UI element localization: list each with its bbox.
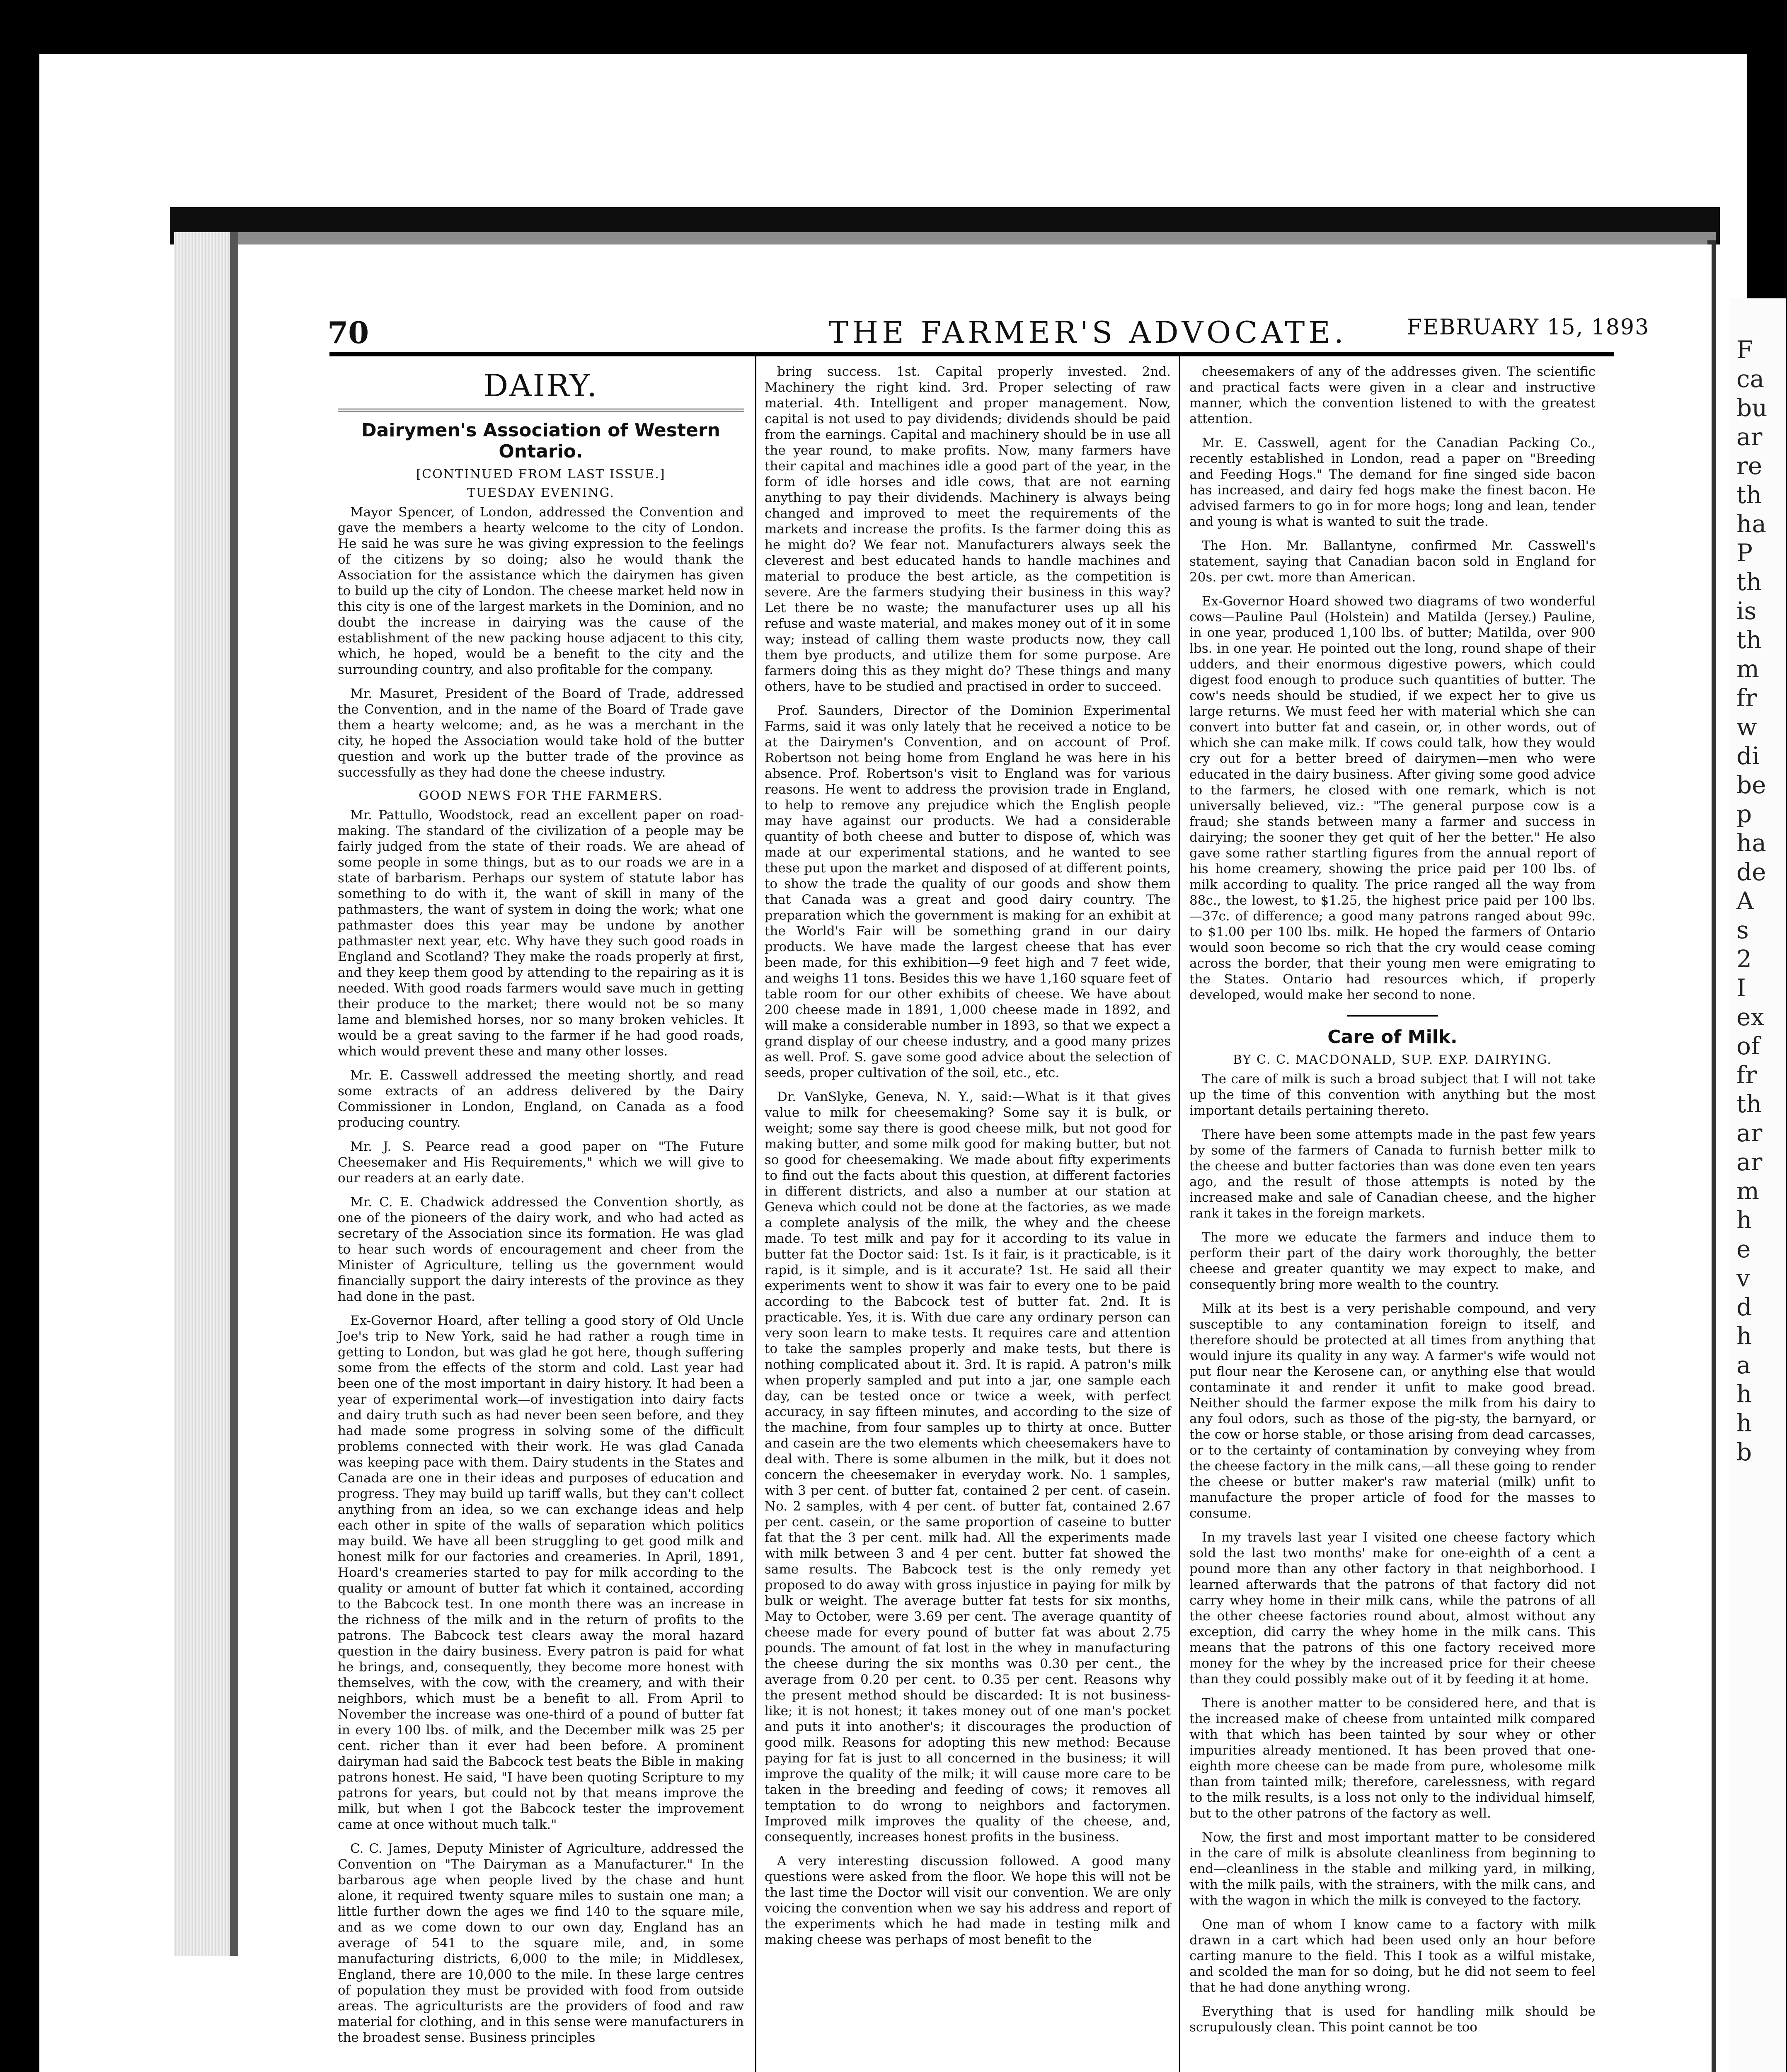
paragraph: Mr. J. S. Pearce read a good paper on "The Future Cheesemaker and His Requirements," which we will give to our readers at an early date. [338,1139,744,1186]
facing-page-fragment: ca [1736,365,1765,393]
session-heading: TUESDAY EVENING. [467,486,615,500]
facing-page-fragment: h [1736,1322,1752,1350]
facing-page-fragment: 2 [1736,945,1752,973]
paragraph-group [338,807,744,2045]
paragraph: The more we educate the farmers and induce them to perform their part of the dairy work thoroughly, the better cheese and greater quantity we may expect to make, and consequently bring more wealth to the country. [1189,1230,1596,1292]
paragraph: Prof. Saunders, Director of the Dominion Experimental Farms, said it was only lately that he received a notice to be at the Dairymen's Convention, and on account of Prof. Robertson not being home from England he was here in his absence. Prof. Robertson's visit to England was for various reasons. He went to address the provision trade in England, to help to remove any prejudice which the English people may have against our products. We had a considerable quantity of both cheese and butter to dispose of, which was made at our experimental stations, and he wanted to see these put upon the market and disposed of at different points, to show the trade the quality of our goods and show them that Canada was a great and good dairy country. The preparation which the government is making for an exhibit at the World's Fair will be something grand in our dairy products. We have made the largest cheese that has ever been made, for this exhibition—9 feet high and 7 feet wide, and weighs 11 tons. Besides this we have 1,160 square feet of table room for our other exhibits of cheese. We have about 200 cheese made in 1891, 1,000 cheese made in 1892, and will make a considerable number in 1893, so that we expect a grand display of our cheese industry, and a good many prizes as well. Prof. S. gave some good advice about the selection of seeds, proper cultivation of the soil, etc., etc. [765,703,1171,1080]
paragraph: Dr. VanSlyke, Geneva, N. Y., said:—What is it that gives value to milk for cheesemaking? Some say it is bulk, or weight; some say there is good cheese milk, but not good for making butter, and some milk good for making butter, but not so good for cheesemaking. We made about fifty experiments to find out the facts about this question, at different factories in different districts, and also a number at our station at Geneva which could not be done at the factories, as we made a complete analysis of the milk, the whey and the cheese made. To test milk and pay for it according to its value in butter fat the Doctor said: 1st. Is it fair, is it practicable, is it rapid, is it simple, and is it accurate? 1st. He said all their experiments went to show it was fair to every one to be paid according to the Babcock test of butter fat. 2nd. It is practicable. Yes, it is. With due care any ordinary person can very soon learn to make tests. It requires care and attention to take the samples properly and make tests, but there is nothing complicated about it. 3rd. It is rapid. A patron's milk when properly sampled and put into a jar, one sample each day, can be tested once or twice a week, with perfect accuracy, in say fifteen minutes, and according to the size of the machine, from four samples up to thirty at once. Butter and casein are the two elements which cheesemakers have to deal with. There is some albumen in the milk, but it does not concern the cheesemaker in everyday work. No. 1 samples, with 3 per cent. of butter fat, contained 2 per cent. of casein. No. 2 samples, with 4 per cent. of butter fat, contained 2.67 per cent. casein, or the same proportion of caseine to butter fat that the 3 per cent. milk had. All the experiments made with milk between 3 and 4 per cent. butter fat showed the same results. The Babcock test is the only remedy yet proposed to do away with gross injustice in paying for milk by bulk or weight. The average butter fat tests for six months, May to October, were 3.69 per cent. The average quantity of cheese made for every pound of butter fat was about 2.75 pounds. The amount of fat lost in the whey in manufacturing the cheese during the six months was 0.30 per cent., the average from 0.20 per cent. to 0.35 per cent. Reasons why the present method should be discarded: It is not business-like; it is not honest; it takes money out of one man's pocket and puts it into another's; it discourages the production of good milk. Reasons for adopting this new method: Because paying for fat is just to all concerned in the business; it will improve the quality of the milk; it will cause more care to be taken in the breeding and feeding of cows; it removes all temptation to do wrong to neighbors and factorymen. Improved milk improves the quality of the cheese, and, consequently, increases honest profits in the business. [765,1089,1171,1844]
paragraph: bring success. 1st. Capital properly invested. 2nd. Machinery the right kind. 3rd. Proper selecting of raw material. 4th. Intelligent and proper management. Now, capital is not used to pay dividends; dividends should be paid from the earnings. Capital and machinery should be in use all the year round, to make profits. Now, many farmers have their capital and machines idle a good part of the year, in the form of idle horses and idle cows, that are not earning anything to pay their dividends. Machinery is always being changed and improved to meet the requirements of the markets and increase the profits. Is the farmer doing this as he might do? We fear not. Manufacturers always seek the cleverest and best educated hands to handle machines and material to produce the best article, as the competition is severe. Are the farmers studying their business in this way? Let there be no waste; the manufacturer uses up all his refuse and waste material, and makes money out of it in some way; instead of calling them waste products now, they call them bye products, and utilize them for some purpose. Are farmers doing this as they might do? These things and many others, have to be studied and practised in order to succeed. [765,364,1171,694]
paragraph: There have been some attempts made in the past few years by some of the farmers of Canada to furnish better milk to the cheese and butter factories than was done even ten years ago, and the result of those attempts is noted by the increased make and sale of Canadian cheese, and the higher rank it takes in the foreign markets. [1189,1127,1596,1221]
paragraph: There is another matter to be considered here, and that is the increased make of cheese from untainted milk compared with that which has been tainted by sour whey or other impurities already mentioned. It has been proved that one-eighth more cheese can be made from pure, wholesome milk than from tainted milk; therefore, carelessness, with regard to the milk results, is a loss not only to the individual himself, but to the other patrons of the factory as well. [1189,1696,1596,1821]
facing-page-fragment: th [1736,481,1762,509]
column-rule-1 [755,356,756,2072]
publication-title: THE FARMER'S ADVOCATE. [828,315,1347,350]
facing-page-fragment: fr [1736,1061,1757,1089]
paragraph: Mr. Masuret, President of the Board of Trade, addressed the Convention, and in the name of the Board of Trade gave them a hearty welcome; and, as he was a merchant in the city, he hoped the Association would take hold of the butter question and work up the butter trade of the province as successfully as they had done the cheese industry. [338,686,744,780]
right-column [1189,364,1596,2043]
facing-page-fragment: h [1736,1409,1752,1437]
facing-page-fragment: de [1736,858,1766,886]
section-rule [338,409,744,411]
facing-page-fragment: th [1736,1090,1762,1118]
facing-page-fragment: e [1736,1235,1751,1263]
facing-page-fragment: di [1736,742,1760,770]
facing-page-fragment: be [1736,771,1766,799]
facing-page-fragment: ex [1736,1003,1765,1031]
facing-page-fragment: ar [1736,1119,1763,1147]
paragraph: cheesemakers of any of the addresses given. The scientific and practical facts were given in a clear and instructive manner, which the convention listened to with the greatest attention. [1189,364,1596,426]
facing-page-fragment: m [1736,655,1759,683]
paragraph: A very interesting discussion followed. A good many questions were asked from the floor. We hope this will not be the last time the Doctor will visit our convention. We are only voicing the convention when we say his address and report of the experiments which he had made in testing milk and making cheese was perhaps of most benefit to the [765,1854,1171,1947]
facing-page-fragment: of [1736,1032,1760,1060]
facing-page-fragment: P [1736,539,1753,567]
continued-note: [CONTINUED FROM LAST ISSUE.] [416,467,666,482]
paragraph: Everything that is used for handling milk should be scrupulously clean. This point cannot be too [1189,2004,1596,2035]
facing-page-fragment: w [1736,713,1757,741]
facing-page-fragment: d [1736,1293,1752,1321]
facing-page-fragment: fr [1736,684,1757,712]
facing-page-fragment: m [1736,1177,1759,1205]
paragraph: The Hon. Mr. Ballantyne, confirmed Mr. Casswell's statement, saying that Canadian bacon sold in England for 20s. per cwt. more than American. [1189,538,1596,585]
paragraph: One man of whom I know came to a factory with milk drawn in a cart which had been used only an hour before carting manure to the field. This I took as a wilful mistake, and scolded the man for so doing, but he did not seem to feel that he had done anything wrong. [1189,1917,1596,1995]
header-rule [329,352,1614,356]
book-top-edge [216,232,1716,244]
facing-page-fragment: ha [1736,829,1766,857]
facing-page-fragment: h [1736,1380,1752,1408]
section-title: DAIRY. [483,368,598,404]
facing-page-fragment: s [1736,916,1749,944]
facing-page-fragment: A [1736,887,1754,915]
paragraph: Mr. Pattullo, Woodstock, read an excellent paper on road-making. The standard of the civilization of a people may be fairly judged from the state of their roads. We are ahead of some people in some things, but as to our roads we are in a state of barbarism. Perhaps our system of statute labor has something to do with it, the want of skill in many of the pathmasters, the want of system in doing the work; what one pathmaster does this year may be undone by another pathmaster next year, etc. Why have they such good roads in England and Scotland? They make the roads properly at first, and they keep them good by attending to the repairing as it is needed. With good roads farmers would save much in getting their produce to the market; there would not be so many lame and blemished horses, nor so many broken vehicles. It would be a great saving to the farmer if he had good roads, which would prevent these and many other losses. [338,808,744,1059]
facing-page-fragment: a [1736,1351,1751,1379]
page-stack-edge [174,232,236,1956]
article-title: Dairymen's Association of Western Ontario. [361,420,720,462]
paragraph: Ex-Governor Hoard, after telling a good story of Old Uncle Joe's trip to New York, said he had rather a rough time in getting to London, but was glad he got here, though suffering some from the effects of the storm and cold. Last year had been one of the most important in dairy history. It had been a year of experimental work—of investigation into dairy facts and dairy truth such as had never been seen before, and they had made some progress in solving some of the difficult problems connected with their work. He was glad Canada was keeping pace with them. Dairy students in the States and Canada are one in their ideas and purposes of education and progress. They may build up tariff walls, but they can't collect anything from an idea, so we can exchange ideas and help each other in spite of the walls of separation which politics may build. We have all been struggling to get good milk and honest milk for our factories and creameries. In April, 1891, Hoard's creameries started to pay for milk according to the quality or amount of butter fat which it contained, according to the Babcock test. In one month there was an increase in the richness of the milk and in the return of profits to the patrons. The Babcock test clears away the moral hazard question in the dairy business. Every patron is paid for what he brings, and, consequently, they become more honest with themselves, with the cow, with the creamery, and with their neighbors, which must be a benefit to all. From April to November the increase was one-third of a pound of butter fat in every 100 lbs. of milk, and the December milk was 25 per cent. richer than it ever had been before. A prominent dairyman had said the Babcock test beats the Bible in making patrons honest. He said, "I have been quoting Scripture to my patrons for years, but could not by that means improve the milk, but when I got the Babcock tester the improvement came at once without much talk." [338,1313,744,1832]
paragraph: Mr. E. Casswell, agent for the Canadian Packing Co., recently established in London, read a paper on "Breeding and Feeding Hogs." The demand for fine singed side bacon has increased, and dairy fed hogs make the finest bacon. He advised farmers to go in for more hogs; long and lean, tender and young is what is wanted to suit the trade. [1189,436,1596,529]
middle-column [765,364,1171,1956]
page-number: 70 [327,315,369,350]
facing-page-fragment: ar [1736,1148,1763,1176]
paragraph: Now, the first and most important matter to be considered in the care of milk is absolute cleanliness from beginning to end—cleanliness in the stable and milking yard, in milking, with the milk pails, with the strainers, with the milk cans, and with the wagon in which the milk is conveyed to the factory. [1189,1830,1596,1908]
byline: BY C. C. MACDONALD, SUP. EXP. DAIRYING. [1233,1053,1552,1067]
dairy-column [338,364,744,2054]
paragraph: Ex-Governor Hoard showed two diagrams of two wonderful cows—Pauline Paul (Holstein) and Matilda (Jersey.) Pauline, in one year, produced 1,100 lbs. of butter; Matilda, over 900 lbs. in one year. He pointed out the long, round shape of their udders, and their enormous digestive powers, which could digest food enough to produce such quantities of butter. The cow's needs should be studied, if we expect her to give us large returns. We must feed her with material which she can convert into butter fat and casein, or, in other words, out of which she can make milk. If cows could talk, how they would cry out for a better breed of dairymen—men who were educated in the dairy business. After giving some good advice to the farmers, he closed with one remark, which is not universally believed, viz.: "The general purpose cow is a fraud; she stands between many a farmer and success in dairying; the sooner they get quit of her the better." He also gave some rather startling figures from the annual report of his home creamery, showing the price paid per 100 lbs. of milk according to quality. The price ranged all the way from 88c., the lowest, to $1.25, the highest price paid per 100 lbs.—37c. of difference; a good many patrons ranged about 99c. to $1.00 per 100 lbs. milk. He hoped the farmers of Ontario would soon become so rich that the cry would cease coming across the border, that their young men were emigrating to the States. Ontario had resources which, if properly developed, would make her second to none. [1189,594,1596,1002]
article-title: Care of Milk. [1327,1026,1458,1048]
facing-page-fragment: ha [1736,510,1766,538]
facing-page-fragment: ar [1736,423,1763,451]
paragraph: The care of milk is such a broad subject that I will not take up the time of this convention with anything but the most important details pertaining thereto. [1189,1072,1596,1118]
column-rule-2 [1179,356,1180,2072]
issue-date: FEBRUARY 15, 1893 [1407,315,1650,340]
facing-page-fragment: v [1736,1264,1750,1292]
facing-page-fragment: h [1736,1206,1752,1234]
facing-page-fragment: I [1736,974,1746,1002]
paragraph: C. C. James, Deputy Minister of Agriculture, addressed the Convention on "The Dairyman as a Manufacturer." In the barbarous age when people lived by the chase and hunt alone, it required twenty square miles to sustain one man; a little further down the ages we find 140 to the square mile, and as we come down to our own day, England has an average of 541 to the square mile, and, in some manufacturing districts, 6,000 to the mile; in Middlesex, England, there are 10,000 to the mile. In these large centres of population they must be provided with food from outside areas. The agriculturists are the providers of food and raw material for clothing, and in this sense were manufacturers in the broadest sense. Business principles [338,1841,744,2045]
facing-page-fragment: re [1736,452,1763,480]
facing-page-fragment: p [1736,800,1752,828]
article-divider [1347,1015,1438,1017]
paragraph: Mayor Spencer, of London, addressed the Convention and gave the members a hearty welcome to the city of London. He said he was sure he was giving expression to the feelings of the citizens by so doing; also he would thank the Association for the assistance which the dairymen has given to build up the city of London. The cheese market held now in this city is one of the largest markets in the Dominion, and no doubt the increase in dairying was the cause of the establishment of the new packing house adjacent to this city, which, he hoped, would be a benefit to the city and the surrounding country, and also profitable for the company. [338,505,744,677]
paragraph: In my travels last year I visited one cheese factory which sold the last two months' make for one-eighth of a cent a pound more than any other factory in that neighborhood. I learned afterwards that the patrons of that factory did not carry whey home in their milk cans, while the patrons of all the other cheese factories round about, almost without any exception, did carry the whey home in the milk cans. This means that the patrons of this one factory received more money for the whey by the increased price for their cheese than they could possibly make out of it by feeding it at home. [1189,1530,1596,1687]
facing-page-fragment: bu [1736,394,1768,422]
subheading: GOOD NEWS FOR THE FARMERS. [419,789,663,803]
newspaper-page [238,244,1712,2072]
paragraph: Mr. E. Casswell addressed the meeting shortly, and read some extracts of an address delivered by the Dairy Commissioner in London, England, on Canada as a food producing country. [338,1068,744,1130]
paragraph-group [338,504,744,780]
facing-page-fragment: th [1736,568,1762,596]
facing-page-fragment: th [1736,626,1762,654]
facing-page-fragment: b [1736,1438,1752,1466]
paragraph: Mr. C. E. Chadwick addressed the Convention shortly, as one of the pioneers of the dairy work, and who had acted as secretary of the Association since its formation. He was glad to hear such words of encouragement and cheer from the Minister of Agriculture, telling us the government would financially support the dairy interests of the province as they had done in the past. [338,1195,744,1304]
facing-page-fragment: F [1736,336,1753,364]
facing-page-fragment: is [1736,597,1757,625]
paragraph: Milk at its best is a very perishable compound, and very susceptible to any contamination foreign to itself, and therefore should be protected at all times from anything that would injure its quality in any way. A farmer's wife would not put flour near the Kerosene can, or anything else that would contaminate it and render it unfit to make good bread. Neither should the farmer expose the milk from his dairy to any foul odors, such as those of the pig-sty, the barnyard, or the cow or horse stable, or those arising from dead carcasses, or to the certainty of contamination by conveying whey from the cheese factory in the milk cans,—all these going to render the cheese or butter maker's raw material (milk) unfit to manufacture the proper article of food for the masses to consume. [1189,1301,1596,1521]
page-stack-shadow [230,232,238,1956]
